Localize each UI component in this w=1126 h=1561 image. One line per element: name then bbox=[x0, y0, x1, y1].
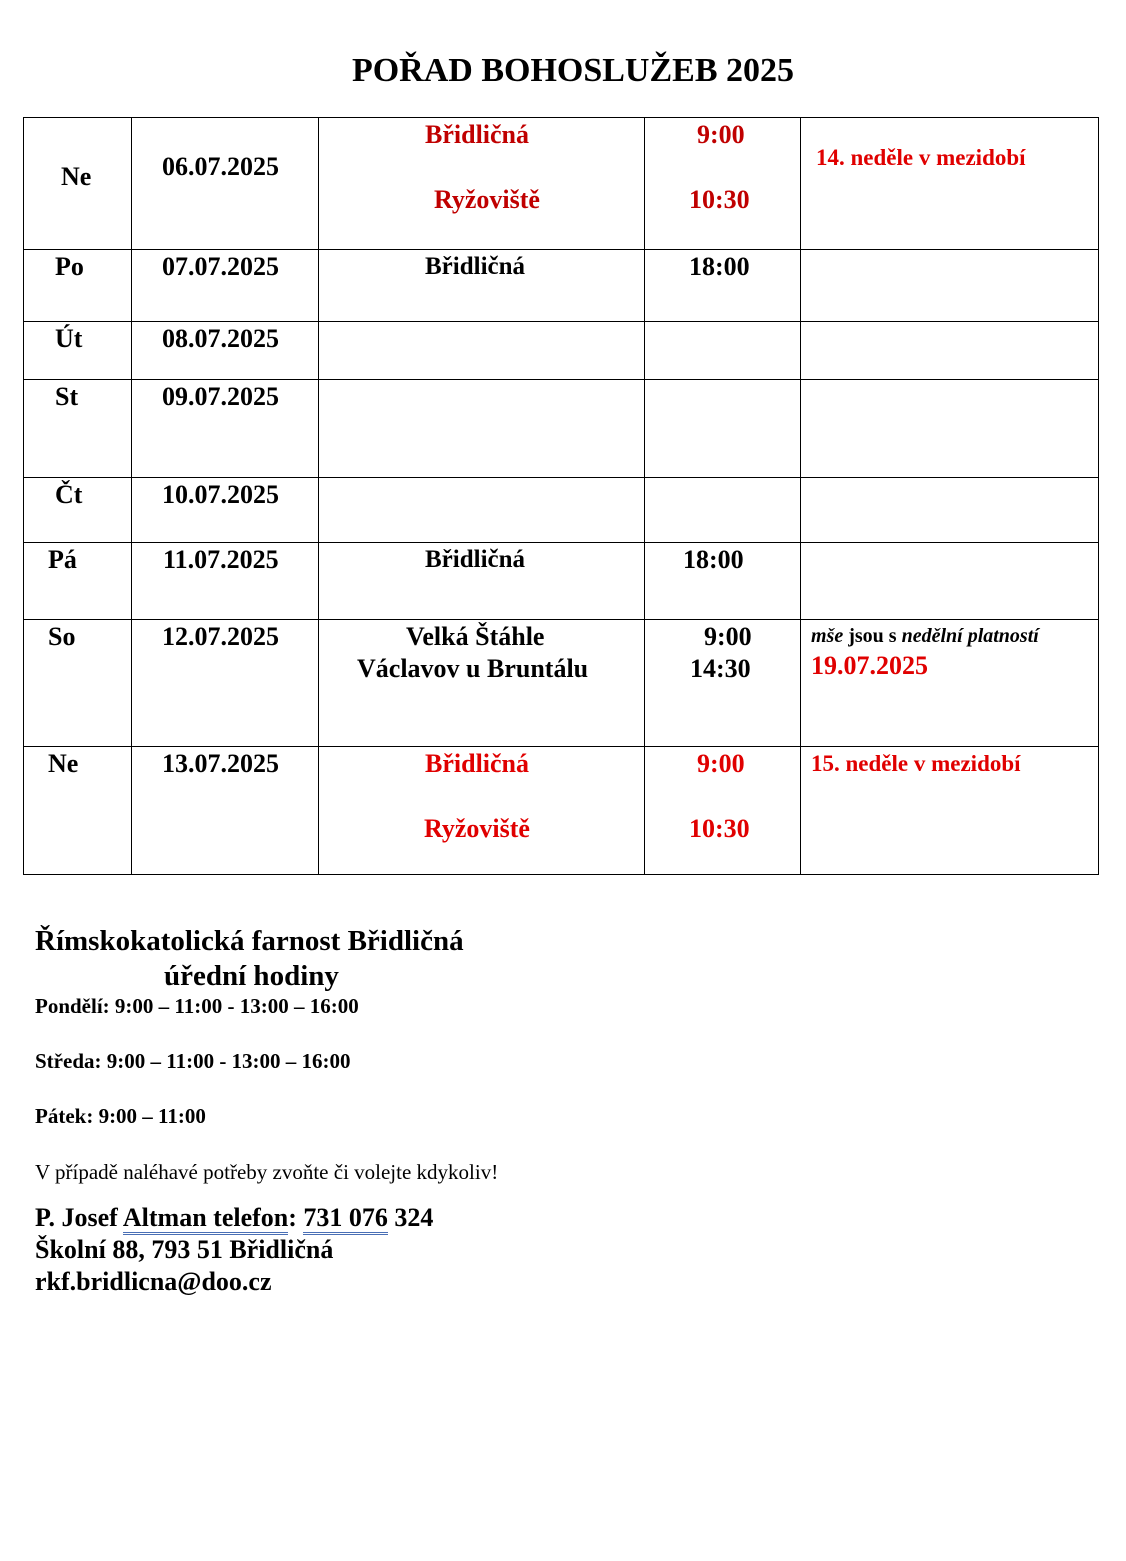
time-cell bbox=[645, 322, 801, 380]
day-cell: So bbox=[24, 620, 132, 747]
table-row bbox=[24, 380, 1099, 478]
note-cell: 15. neděle v mezidobí bbox=[801, 747, 1099, 875]
date-cell: 06.07.2025 bbox=[132, 118, 319, 250]
contact-line: P. Josef Altman telefon: 731 076 324 bbox=[35, 1202, 935, 1234]
place-cell bbox=[319, 478, 645, 543]
note-word-platnost: nedělní platností bbox=[901, 625, 1039, 647]
date-cell: 09.07.2025 bbox=[132, 380, 319, 478]
note-cell bbox=[801, 250, 1099, 322]
table-row bbox=[24, 322, 1099, 380]
note-cell: 14. neděle v mezidobí bbox=[801, 118, 1099, 250]
date-cell: 10.07.2025 bbox=[132, 478, 319, 543]
hours-wednesday: Středa: 9:00 – 11:00 - 13:00 – 16:00 bbox=[35, 1049, 351, 1073]
day-cell: Po bbox=[24, 250, 132, 322]
date-cell: 07.07.2025 bbox=[132, 250, 319, 322]
day-cell: Út bbox=[24, 322, 132, 380]
note-word-jsou: jsou s bbox=[843, 625, 902, 647]
table-row bbox=[24, 543, 1099, 620]
day-cell: St bbox=[24, 380, 132, 478]
hours-monday: Pondělí: 9:00 – 11:00 - 13:00 – 16:00 bbox=[35, 994, 359, 1018]
note-cell bbox=[801, 478, 1099, 543]
day-cell: Ne bbox=[24, 118, 132, 250]
schedule-table bbox=[23, 117, 1099, 875]
time-cell: 9:00 10:30 bbox=[645, 747, 801, 875]
note-cell bbox=[801, 543, 1099, 620]
time-cell: 9:00 14:30 bbox=[645, 620, 801, 747]
table-row bbox=[24, 118, 1099, 250]
day-cell: Čt bbox=[24, 478, 132, 543]
note-cell bbox=[801, 322, 1099, 380]
place-cell: Břidličná Ryžoviště bbox=[319, 747, 645, 875]
address: Školní 88, 793 51 Břidličná bbox=[35, 1235, 334, 1264]
place-cell: Břidličná bbox=[319, 543, 645, 620]
table-row bbox=[24, 747, 1099, 875]
parish-name: Římskokatolická farnost Břidličná bbox=[35, 925, 464, 957]
email[interactable]: rkf.bridlicna@doo.cz bbox=[35, 1267, 272, 1296]
time-cell: 9:00 10:30 bbox=[645, 118, 801, 250]
table-row bbox=[24, 620, 1099, 747]
table-row bbox=[24, 250, 1099, 322]
page-title: POŘAD BOHOSLUŽEB 2025 bbox=[351, 52, 795, 89]
date-cell: 08.07.2025 bbox=[132, 322, 319, 380]
note-word-mse: mše bbox=[811, 625, 844, 647]
day-cell: Pá bbox=[24, 543, 132, 620]
place-cell: Velká Štáhle Václavov u Bruntálu bbox=[319, 620, 645, 747]
time-cell: 18:00 bbox=[645, 543, 801, 620]
parish-info bbox=[35, 923, 935, 1298]
note-date: 19.07.2025 bbox=[811, 651, 928, 680]
place-cell bbox=[319, 322, 645, 380]
hours-friday: Pátek: 9:00 – 11:00 bbox=[35, 1104, 206, 1128]
date-cell: 13.07.2025 bbox=[132, 747, 319, 875]
contact-name: Altman telefon bbox=[123, 1203, 288, 1235]
table-row bbox=[24, 478, 1099, 543]
note-cell bbox=[801, 380, 1099, 478]
date-cell: 11.07.2025 bbox=[132, 543, 319, 620]
time-cell bbox=[645, 478, 801, 543]
urgent-note: V případě naléhavé potřeby zvoňte či volejte kdykoliv! bbox=[35, 1160, 499, 1184]
time-cell: 18:00 bbox=[645, 250, 801, 322]
note-cell bbox=[801, 620, 1099, 747]
date-cell: 12.07.2025 bbox=[132, 620, 319, 747]
place-cell: Břidličná bbox=[319, 250, 645, 322]
place-cell: Břidličná Ryžoviště bbox=[319, 118, 645, 250]
phone-number[interactable]: 731 076 bbox=[303, 1203, 388, 1235]
place-cell bbox=[319, 380, 645, 478]
day-cell: Ne bbox=[24, 747, 132, 875]
time-cell bbox=[645, 380, 801, 478]
office-hours-title: úřední hodiny bbox=[164, 960, 339, 992]
